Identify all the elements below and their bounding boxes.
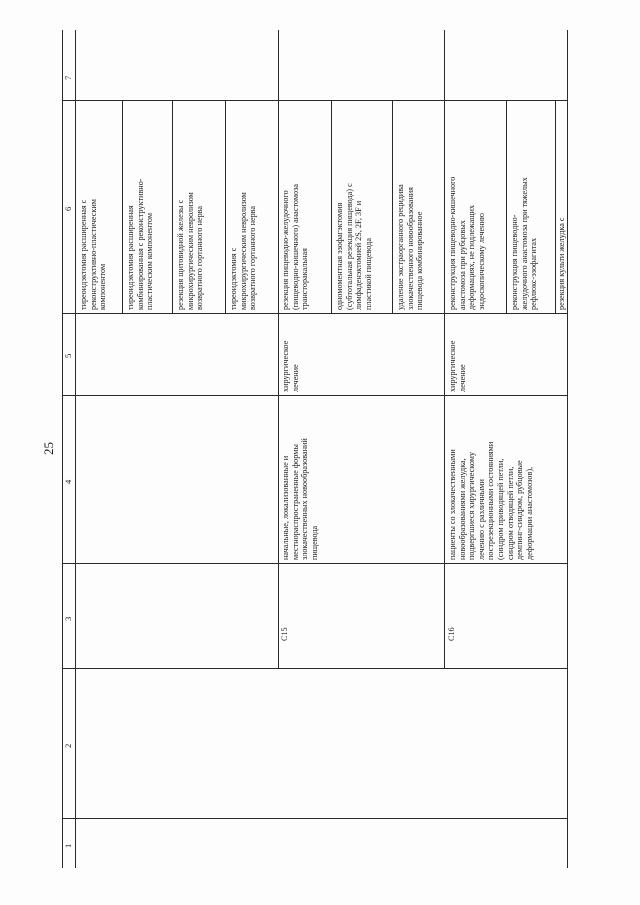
row-divider-c15 (278, 30, 279, 668)
method-text: одномоментная эзофагэктомия (субтотальная резекция пищевода) с лимфаденэктомией 2S, 2F, 3F и пластикой пищевода (335, 183, 373, 310)
subrow-divider (331, 100, 332, 313)
table-border-left (62, 30, 63, 868)
subrow-divider (122, 100, 123, 313)
method-text: тиреоидэктомия расширенная с реконструктивно-пластическим компонентом (79, 199, 108, 310)
patient-description: начальные, локализованные и местнораспространенные формы злокачественных новообразований пищевода (281, 438, 319, 560)
subrow-divider (506, 100, 507, 313)
column-divider-3-4 (62, 563, 567, 564)
column-divider-6-7 (62, 100, 567, 101)
method-text: реконструкция пищеводно- желудочного анастомоза при тяжелых рефлюкс-эзофагитах (510, 177, 539, 310)
table-border-right (567, 30, 568, 868)
column-number-6: 6 (63, 206, 73, 211)
method-text: резекция пищеводно-желудочного (пищеводно-кишечного) анастомоза трансторакальная (281, 183, 310, 310)
header-row-divider (75, 30, 76, 868)
patient-description: пациенты со злокачественными новообразованиями желудка, подвергшиеся хирургическому лечению с различными пострезекционными состояниями (синдром приводящей петли, синдром отводящей петли, демпинг-синдром, рубцовые деформации анастомозов), (448, 441, 534, 560)
page-number: 25 (41, 442, 56, 455)
column-number-2: 2 (63, 743, 73, 748)
column-number-5: 5 (63, 353, 73, 358)
column-divider-2-3 (62, 668, 567, 669)
column-number-1: 1 (63, 843, 73, 848)
method-text: резекция щитовидной железы с микрохирургическим невролизом возвратного гортанного нерва (176, 192, 205, 310)
column-divider-1-2 (62, 818, 567, 819)
column-divider-4-5 (62, 395, 567, 396)
treatment-type: хирургическое лечение (448, 340, 467, 392)
column-number-3: 3 (63, 616, 73, 621)
method-text: тиреоидэктомия с микрохирургическим невролизом возвратного гортанного нерва (229, 192, 258, 310)
method-text: резекция культи желудка с (557, 217, 566, 310)
icd-code: C15 (280, 627, 289, 641)
row-divider-c16 (444, 30, 445, 668)
subrow-divider (555, 100, 556, 313)
method-text: реконструкция пищеводно-кишечного анастомоза при рубцовых деформациях, не подлежащих эндоскопическому лечению (448, 176, 486, 310)
column-number-4: 4 (63, 479, 73, 484)
method-text: тиреоидэктомия расширенная комбинированная с реконструктивно- пластическим компонентом (126, 178, 155, 310)
subrow-divider (225, 100, 226, 313)
column-number-7: 7 (63, 75, 73, 80)
column-divider-5-6 (62, 313, 567, 314)
subrow-divider (172, 100, 173, 313)
subrow-divider (392, 100, 393, 313)
icd-code: C16 (447, 627, 456, 641)
method-text: удаление экстраорганного рецидива злокачественного новообразования пищевода комбинированное (396, 184, 425, 310)
treatment-type: хирургическое лечение (281, 340, 300, 392)
